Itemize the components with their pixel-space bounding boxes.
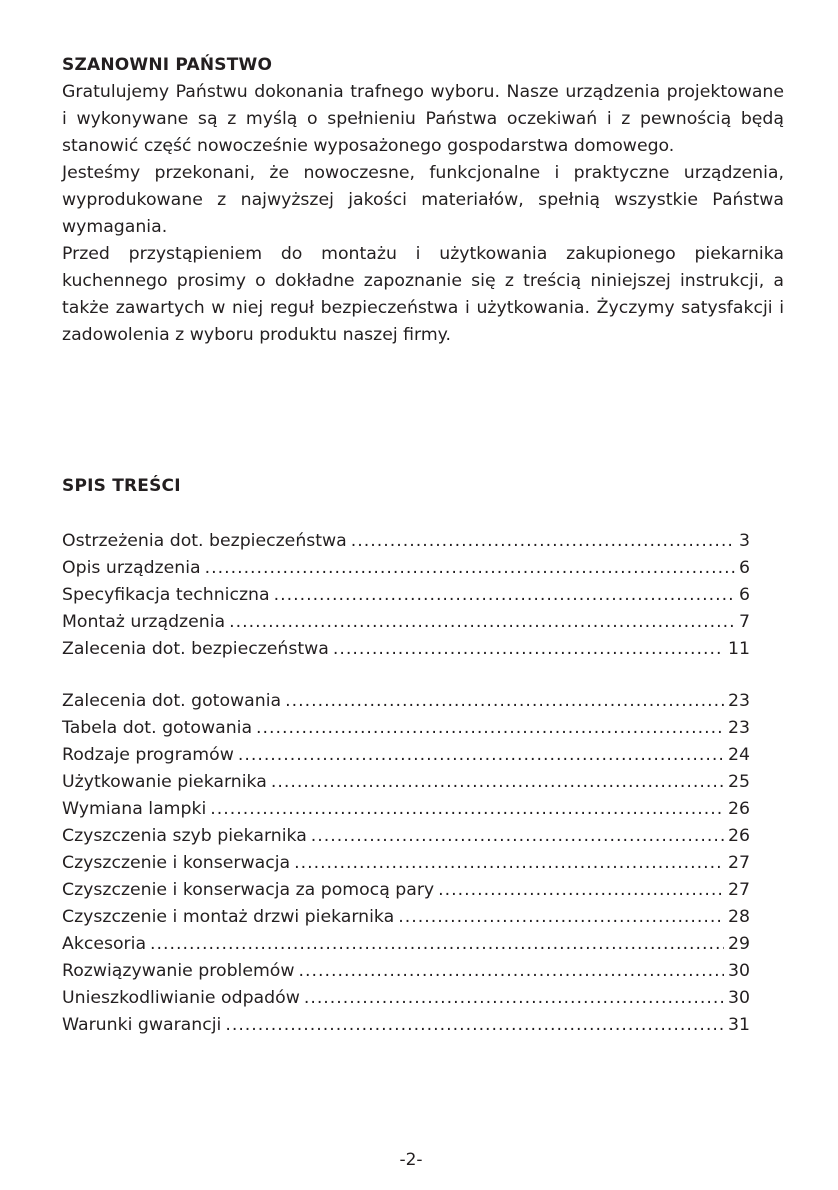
toc-title: SPIS TREŚCI [62,476,181,496]
toc-entry-page: 27 [728,880,750,900]
toc-entry [62,931,750,958]
toc-entry-label: Specyfikacja techniczna [62,585,270,605]
toc-entry [62,1012,750,1039]
toc-entry [62,742,750,769]
toc-entry-page: 29 [728,934,750,954]
toc-dot-leader [256,715,724,742]
toc-entry-label: Zalecenia dot. gotowania [62,691,282,711]
toc-dot-leader [225,1012,724,1039]
toc-entry-label: Czyszczenie i konserwacja za pomocą pary [62,880,435,900]
toc-dot-leader [285,688,724,715]
toc-entry [62,582,750,609]
toc-entry-label: Montaż urządzenia [62,612,226,632]
toc-entry-page: 28 [728,907,750,927]
toc-entry [62,877,750,904]
toc-entry-page: 31 [728,1015,750,1035]
toc-entry-label: Ostrzeżenia dot. bezpieczeństwa [62,531,347,551]
toc-dot-leader [294,850,724,877]
toc-entry-page: 3 [739,531,750,551]
toc-entry-label: Czyszczenia szyb piekarnika [62,826,307,846]
intro-section [62,52,784,349]
toc-entry [62,528,750,555]
toc-entry-label: Unieszkodliwianie odpadów [62,988,300,1008]
toc-entry-label: Warunki gwarancji [62,1015,222,1035]
toc-entry-page: 7 [739,612,750,632]
toc-dot-leader [333,636,724,663]
toc-entry-page: 26 [728,799,750,819]
toc-entry-label: Akcesoria [62,934,147,954]
toc-dot-leader [398,904,724,931]
toc-entry-label: Czyszczenie i konserwacja [62,853,291,873]
toc-entry-label: Zalecenia dot. bezpieczeństwa [62,639,329,659]
toc-entry-page: 26 [728,826,750,846]
intro-paragraph: Gratulujemy Państwu dokonania trafnego wyboru. Nasze urządzenia projektowane i wykonywane są z myślą o spełnieniu Państwa oczekiwań i z pewnością będą stanowić część nowocześnie wyposażonego gospodarstwa domowego. [62,82,784,156]
toc-entry [62,823,750,850]
toc-entry [62,636,750,663]
toc-entry-page: 27 [728,853,750,873]
toc-entry-page: 23 [728,691,750,711]
toc-entry-page: 11 [728,639,750,659]
toc-entry-page: 6 [739,585,750,605]
toc-entry-label: Czyszczenie i montaż drzwi piekarnika [62,907,395,927]
toc-entry [62,609,750,636]
toc-entry [62,715,750,742]
toc-entry-label: Użytkowanie piekarnika [62,772,267,792]
toc-entry-label: Wymiana lampki [62,799,207,819]
page-number: -2- [399,1150,423,1170]
toc-list [62,528,750,663]
toc-dot-leader [205,555,735,582]
toc-entry-page: 30 [728,961,750,981]
toc-dot-leader [210,796,724,823]
toc-dot-leader [271,769,724,796]
toc-entry-page: 30 [728,988,750,1008]
toc-entry-page: 6 [739,558,750,578]
toc-entry-page: 24 [728,745,750,765]
toc-dot-leader [238,742,724,769]
toc-entry-label: Tabela dot. gotowania [62,718,253,738]
toc-entry [62,688,750,715]
toc-dot-leader [229,609,735,636]
intro-paragraph: Jesteśmy przekonani, że nowoczesne, funkcjonalne i praktyczne urządzenia, wyprodukowane z najwyższej jakości materiałów, spełnią wszystkie Państwa wymagania. [62,163,784,237]
toc-entry-label: Rodzaje programów [62,745,234,765]
toc-dot-leader [311,823,724,850]
toc-dot-leader [274,582,735,609]
toc-dot-leader [438,877,724,904]
toc-dot-leader [351,528,735,555]
toc-entry-page: 23 [728,718,750,738]
toc-entry-label: Opis urządzenia [62,558,201,578]
toc-entry [62,555,750,582]
toc-entry [62,796,750,823]
toc-entry-page: 25 [728,772,750,792]
toc-entry [62,904,750,931]
toc-dot-leader [304,985,724,1012]
toc-entry [62,769,750,796]
intro-paragraph: Przed przystąpieniem do montażu i użytkowania zakupionego piekarnika kuchennego prosimy o dokładne zapoznanie się z treścią niniejszej instrukcji, a także zawartych w niej reguł bezpieczeństwa i użytkowania. Życzymy satysfakcji i zadowolenia z wyboru produktu naszej firmy. [62,244,784,345]
toc-entry [62,958,750,985]
toc-dot-leader [150,931,724,958]
toc-list [62,688,750,1039]
toc-dot-leader [299,958,724,985]
intro-heading: SZANOWNI PAŃSTWO [62,55,273,75]
toc-entry [62,985,750,1012]
toc-entry-label: Rozwiązywanie problemów [62,961,295,981]
toc-entry [62,850,750,877]
